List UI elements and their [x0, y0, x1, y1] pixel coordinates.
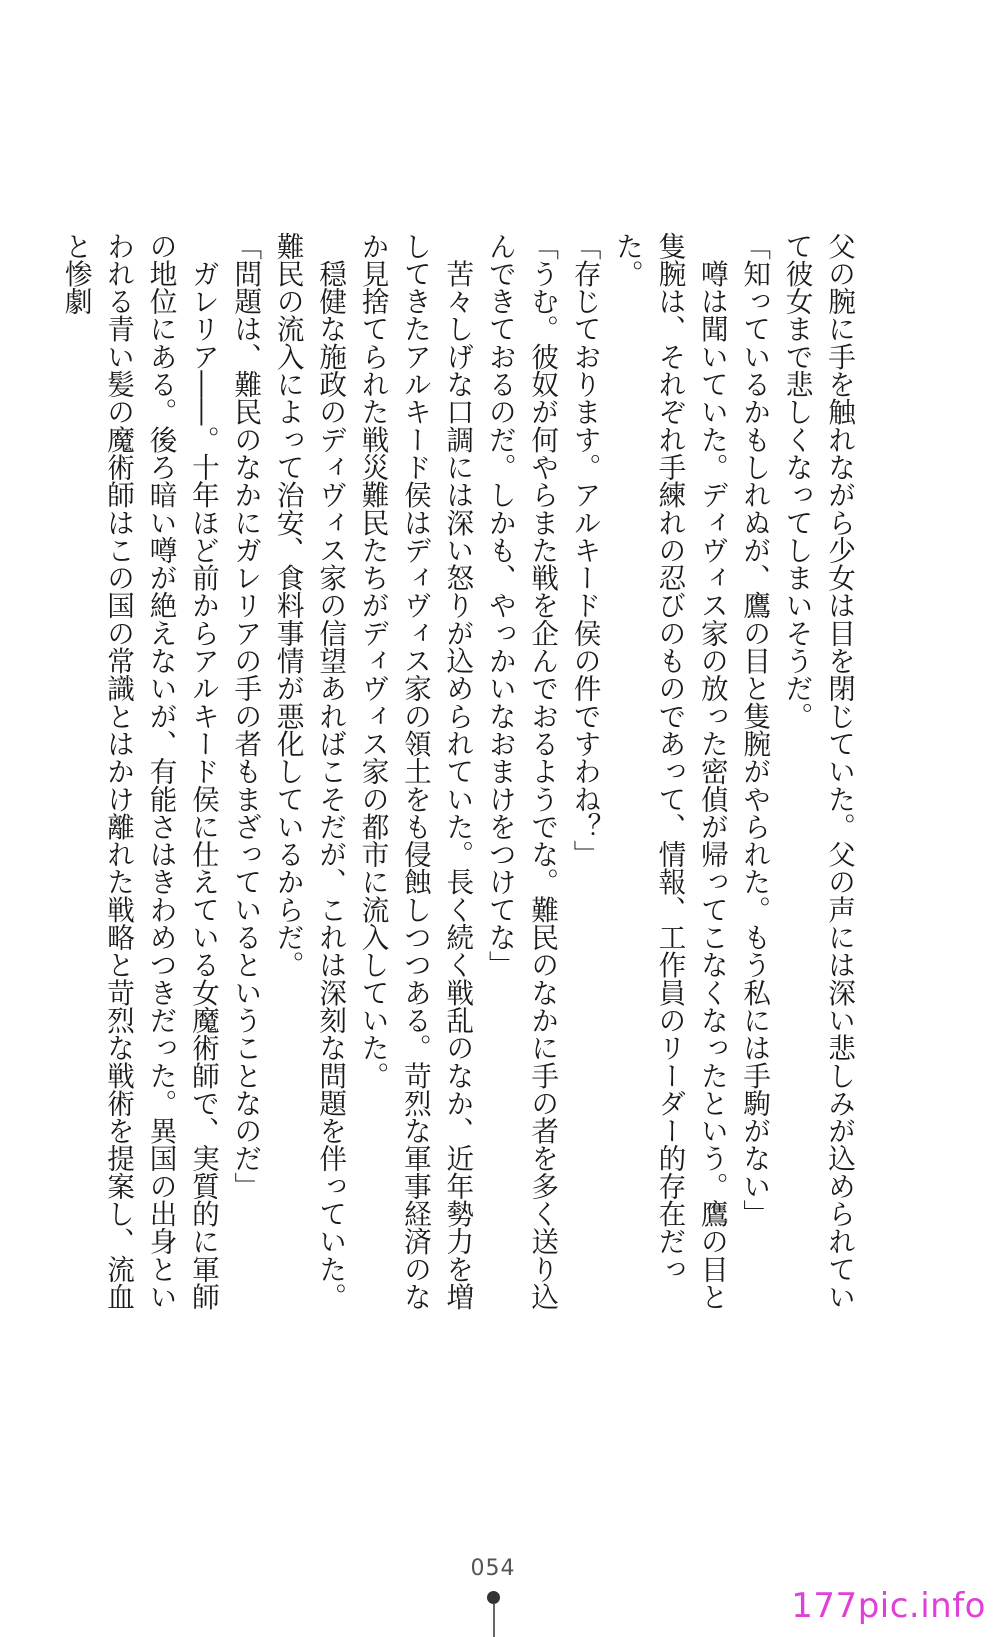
page-marker-dot [487, 1591, 500, 1604]
paragraph: 「存じております。アルキード侯の件ですわね？」 [568, 232, 602, 868]
watermark: 177pic.info [791, 1586, 986, 1626]
paragraph: 噂は聞いていた。ディヴィス家の放った密偵が帰ってこなくなったという。鷹の目と隻腕は、それぞれ手練れの忍びのものであって、情報、工作員のリーダー的存在だった。 [610, 232, 729, 1311]
paragraph: 父の腕に手を触れながら少女は目を閉じていた。父の声には深い悲しみが込められていて彼女まで悲しくなってしまいそうだ。 [780, 232, 856, 1311]
paragraph: 穏健な施政のディヴィス家の信望あればこそだが、これは深刻な問題を伴っていた。難民の流入によって治安、食料事情が悪化しているからだ。 [271, 232, 348, 1311]
page-number: 054 [470, 1556, 516, 1581]
body-text [59, 232, 860, 1322]
paragraph: 「うむ。彼奴が何やらまた戦を企んでおるようでな。難民のなかに手の者を多く送り込んできておるのだ。しかも、やっかいなおまけをつけてな」 [483, 232, 560, 1311]
paragraph: 苦々しげな口調には深い怒りが込められていた。長く続く戦乱のなか、近年勢力を増してきたアルキード侯はディヴィス家の領土をも侵蝕しつつある。苛烈な軍事経済のなか見捨てられた戦災難民たちがディヴィス家の都市に流入していた。 [356, 232, 475, 1311]
page-marker-line [493, 1604, 495, 1637]
paragraph: 「問題は、難民のなかにガレリアの手の者もまざっているということなのだ」 [229, 232, 263, 1200]
paragraph: ガレリア――。十年ほど前からアルキード侯に仕えている女魔術師で、実質的に軍師の地位にある。後ろ暗い噂が絶えないが、有能さはきわめつきだった。異国の出身といわれる青い髪の魔術師はこの国の常識とはかけ離れた戦略と苛烈な戦術を提案し、流血と惨劇 [59, 232, 220, 1311]
paragraph: 「知っているかもしれぬが、鷹の目と隻腕がやられた。もう私には手駒がない」 [738, 232, 772, 1228]
